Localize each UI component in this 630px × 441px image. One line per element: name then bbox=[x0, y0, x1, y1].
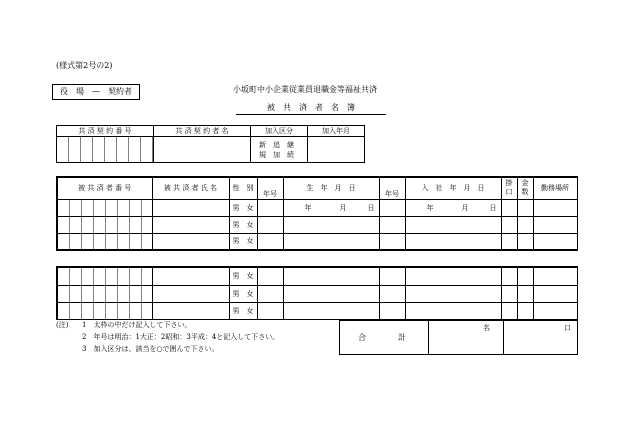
birth-era-cell[interactable] bbox=[257, 199, 283, 216]
join-option-row-1: 新 追 継 bbox=[259, 140, 294, 149]
total-divider bbox=[428, 321, 429, 354]
female-label: 女 bbox=[246, 272, 254, 281]
male-label: 男 bbox=[232, 237, 240, 246]
kin-cell[interactable] bbox=[517, 233, 533, 250]
female-label: 女 bbox=[246, 306, 254, 315]
join-date-cell[interactable] bbox=[405, 267, 501, 285]
kuchi-cell[interactable] bbox=[501, 285, 517, 302]
kin-cell[interactable] bbox=[517, 216, 533, 233]
total-units-unit: 口 bbox=[564, 324, 571, 332]
table-row bbox=[57, 216, 577, 233]
table-row bbox=[57, 267, 577, 285]
month-mark: 月 bbox=[461, 203, 469, 212]
role-box: 役 場 ― 契約者 bbox=[52, 84, 140, 100]
total-persons-unit: 名 bbox=[483, 324, 490, 332]
header-join-month: 加入年月 bbox=[308, 126, 365, 137]
birth-era-cell[interactable] bbox=[257, 267, 283, 285]
note-item: 2 年号は明治：1大正：2昭和：3平成：4と記入して下さい。 bbox=[82, 333, 280, 341]
member-number-cell[interactable] bbox=[57, 302, 152, 319]
join-date-cell[interactable] bbox=[405, 285, 501, 302]
kuchi-cell[interactable] bbox=[501, 302, 517, 319]
birth-date-cell[interactable] bbox=[283, 199, 379, 216]
contractor-name-cell[interactable] bbox=[154, 137, 251, 163]
form-number: (様式第2号の2) bbox=[56, 61, 113, 70]
female-label: 女 bbox=[246, 289, 254, 298]
male-label: 男 bbox=[232, 306, 240, 315]
birth-date-cell[interactable] bbox=[283, 267, 379, 285]
join-option-row-2: 規 加 続 bbox=[259, 150, 294, 159]
join-date-cell[interactable] bbox=[405, 199, 501, 216]
header-join-era: 年号 bbox=[379, 177, 405, 199]
table-row bbox=[57, 199, 577, 216]
doc-title: 被 共 済 者 名 簿 bbox=[236, 102, 386, 115]
header-birth-era: 年号 bbox=[257, 177, 283, 199]
join-era-cell[interactable] bbox=[379, 199, 405, 216]
kin-cell[interactable] bbox=[517, 302, 533, 319]
female-label: 女 bbox=[246, 220, 254, 229]
sex-cell[interactable] bbox=[229, 285, 257, 302]
birth-era-cell[interactable] bbox=[257, 285, 283, 302]
member-name-cell[interactable] bbox=[152, 216, 229, 233]
join-category-cell[interactable] bbox=[251, 137, 308, 163]
sex-cell[interactable] bbox=[229, 216, 257, 233]
total-divider bbox=[503, 321, 504, 354]
org-title: 小坂町中小企業従業員退職金等福祉共済 bbox=[233, 85, 377, 94]
male-label: 男 bbox=[232, 220, 240, 229]
birth-era-cell[interactable] bbox=[257, 233, 283, 250]
join-era-cell[interactable] bbox=[379, 216, 405, 233]
workplace-cell[interactable] bbox=[533, 285, 577, 302]
member-name-cell[interactable] bbox=[152, 233, 229, 250]
header-member-name: 被 共 済 者 氏 名 bbox=[152, 177, 229, 199]
kuchi-cell[interactable] bbox=[501, 216, 517, 233]
header-sex: 性 別 bbox=[229, 177, 257, 199]
kin-cell[interactable] bbox=[517, 285, 533, 302]
header-member-number: 被 共 済 者 番 号 bbox=[57, 177, 152, 199]
birth-date-cell[interactable] bbox=[283, 233, 379, 250]
member-name-cell[interactable] bbox=[152, 285, 229, 302]
kuchi-cell[interactable] bbox=[501, 199, 517, 216]
member-table bbox=[56, 176, 578, 251]
day-mark: 日 bbox=[489, 203, 497, 212]
header-kuchi: 掛 口 bbox=[501, 177, 517, 199]
month-mark: 月 bbox=[339, 203, 347, 212]
sex-cell[interactable] bbox=[229, 302, 257, 319]
total-box bbox=[339, 320, 578, 355]
total-label: 合 計 bbox=[358, 333, 406, 342]
kuchi-cell[interactable] bbox=[501, 267, 517, 285]
header-kin: 金 数 bbox=[517, 177, 533, 199]
workplace-cell[interactable] bbox=[533, 216, 577, 233]
member-name-cell[interactable] bbox=[152, 267, 229, 285]
member-number-cell[interactable] bbox=[57, 216, 152, 233]
member-number-cell[interactable] bbox=[57, 199, 152, 216]
header-contractor-name: 共 済 契 約 者 名 bbox=[154, 126, 251, 137]
join-date-cell[interactable] bbox=[405, 302, 501, 319]
join-era-cell[interactable] bbox=[379, 285, 405, 302]
contract-table bbox=[56, 125, 365, 163]
join-era-cell[interactable] bbox=[379, 233, 405, 250]
contract-number-cell[interactable] bbox=[57, 137, 154, 163]
sex-cell[interactable] bbox=[229, 267, 257, 285]
member-number-cell[interactable] bbox=[57, 233, 152, 250]
birth-era-cell[interactable] bbox=[257, 216, 283, 233]
birth-date-cell[interactable] bbox=[283, 302, 379, 319]
workplace-cell[interactable] bbox=[533, 199, 577, 216]
table-row bbox=[57, 302, 577, 319]
header-join-category: 加入区分 bbox=[251, 126, 308, 137]
join-month-cell[interactable] bbox=[308, 137, 365, 163]
join-date-cell[interactable] bbox=[405, 216, 501, 233]
join-date-cell[interactable] bbox=[405, 233, 501, 250]
male-label: 男 bbox=[232, 289, 240, 298]
member-name-cell[interactable] bbox=[152, 199, 229, 216]
kin-cell[interactable] bbox=[517, 199, 533, 216]
birth-era-cell[interactable] bbox=[257, 302, 283, 319]
member-name-cell[interactable] bbox=[152, 302, 229, 319]
header-contract-number: 共 済 契 約 番 号 bbox=[57, 126, 154, 137]
note-item: 1 太枠の中だけ記入して下さい。 bbox=[82, 321, 192, 329]
join-era-cell[interactable] bbox=[379, 302, 405, 319]
year-mark: 年 bbox=[304, 203, 312, 212]
workplace-cell[interactable] bbox=[533, 233, 577, 250]
female-label: 女 bbox=[246, 203, 254, 212]
member-number-cell[interactable] bbox=[57, 267, 152, 285]
male-label: 男 bbox=[232, 203, 240, 212]
workplace-cell[interactable] bbox=[533, 267, 577, 285]
female-label: 女 bbox=[246, 237, 254, 246]
note-item: 3 加入区分は、該当を○で囲んで下さい。 bbox=[82, 345, 219, 353]
male-label: 男 bbox=[232, 272, 240, 281]
header-workplace: 勤務場所 bbox=[533, 177, 577, 199]
header-birth-date: 生 年 月 日 bbox=[283, 177, 379, 199]
table-row bbox=[57, 233, 577, 250]
join-era-cell[interactable] bbox=[379, 267, 405, 285]
table-row bbox=[57, 285, 577, 302]
notes-label: (注) bbox=[56, 321, 69, 329]
member-number-cell[interactable] bbox=[57, 285, 152, 302]
sex-cell[interactable] bbox=[229, 233, 257, 250]
sex-cell[interactable] bbox=[229, 199, 257, 216]
header-join-date: 入 社 年 月 日 bbox=[405, 177, 501, 199]
birth-date-cell[interactable] bbox=[283, 285, 379, 302]
birth-date-cell[interactable] bbox=[283, 216, 379, 233]
kin-cell[interactable] bbox=[517, 267, 533, 285]
workplace-cell[interactable] bbox=[533, 302, 577, 319]
year-mark: 年 bbox=[426, 203, 434, 212]
member-table-continued bbox=[56, 266, 578, 320]
day-mark: 日 bbox=[367, 203, 375, 212]
kuchi-cell[interactable] bbox=[501, 233, 517, 250]
